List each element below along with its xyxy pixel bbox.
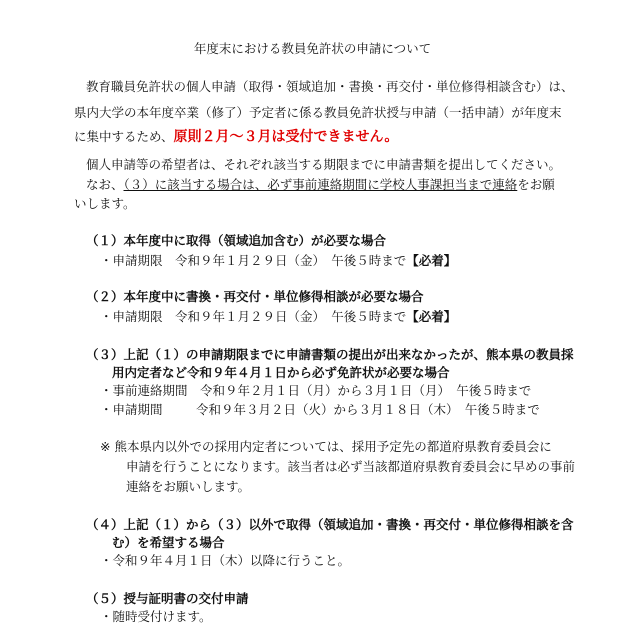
item-label: ・申請期限 xyxy=(100,309,163,324)
intro-line-5-suffix: をお願 xyxy=(517,177,555,192)
item-tag: 【必着】 xyxy=(406,253,457,268)
section-3-note-line-3: 連絡をお願いします。 xyxy=(126,479,251,494)
reception-closed-notice: 原則２月～３月は受付できません。 xyxy=(173,129,399,145)
intro-line-1: 教育職員免許状の個人申請（取得・領域追加・書換・再交付・単位修得相談含む）は、 xyxy=(86,79,574,94)
section-3-heading-line-1: （３）上記（１）の申請期限までに申請書類の提出が出来なかったが、熊本県の教員採 xyxy=(86,347,574,362)
section-3-note-line-2: 申請を行うことになります。該当者は必ず当該都道府県教育委員会に早めの事前 xyxy=(126,459,576,474)
section-2-deadline xyxy=(100,308,456,326)
intro-line-3 xyxy=(74,128,594,146)
item-value: 令和９年３月２日（火）から３月１８日（木） 午後５時まで xyxy=(196,402,540,417)
item-label: ・申請期間 xyxy=(100,402,163,417)
section-3-heading-line-2: 用内定者など令和９年４月１日から必ず免許状が必要な場合 xyxy=(112,365,450,380)
page-title: 年度末における教員免許状の申請について xyxy=(193,41,432,56)
item-label: ・事前連絡期間 xyxy=(100,383,188,398)
section-5-item: ・随時受付けます。 xyxy=(100,609,212,624)
section-5-heading: （５）授与証明書の交付申請 xyxy=(86,591,249,606)
section-3-note-line-1: ※ 熊本県内以外での採用内定者については、採用予定先の都道府県教育委員会に xyxy=(100,439,552,454)
intro-line-5 xyxy=(74,176,606,194)
section-4-item: ・令和９年４月１日（木）以降に行うこと。 xyxy=(100,553,351,568)
intro-line-2: 県内大学の本年度卒業（修了）予定者に係る教員免許状授与申請（一括申請）が年度末 xyxy=(74,105,562,120)
intro-line-3-prefix: に集中するため、 xyxy=(74,129,174,144)
section-4-heading-line-1: （４）上記（１）から（３）以外で取得（領域追加・書換・再交付・単位修得相談を含 xyxy=(86,517,574,532)
item-value: 令和９年１月２９日（金） 午後５時まで xyxy=(175,309,407,324)
section-3-application-period xyxy=(100,401,540,419)
section-2-heading: （２）本年度中に書換・再交付・単位修得相談が必要な場合 xyxy=(86,289,424,304)
intro-line-6: いします。 xyxy=(74,196,136,211)
section-3-contact-notice: （３）に該当する場合は、必ず事前連絡期間に学校人事課担当まで連絡 xyxy=(123,177,518,192)
section-1-deadline xyxy=(100,252,456,270)
section-4-heading-line-2: む）を希望する場合 xyxy=(112,535,225,550)
item-value: 令和９年２月１日（月）から３月１日（月） 午後５時まで xyxy=(200,383,532,398)
section-1-heading: （１）本年度中に取得（領域追加含む）が必要な場合 xyxy=(86,233,387,248)
item-tag: 【必着】 xyxy=(406,309,457,324)
item-value: 令和９年１月２９日（金） 午後５時まで xyxy=(175,253,407,268)
section-3-contact-period xyxy=(100,382,531,400)
intro-line-5-prefix: なお、 xyxy=(86,177,124,192)
intro-line-4: 個人申請等の希望者は、それぞれ該当する期限までに申請書類を提出してください。 xyxy=(86,157,562,172)
item-label: ・申請期限 xyxy=(100,253,163,268)
